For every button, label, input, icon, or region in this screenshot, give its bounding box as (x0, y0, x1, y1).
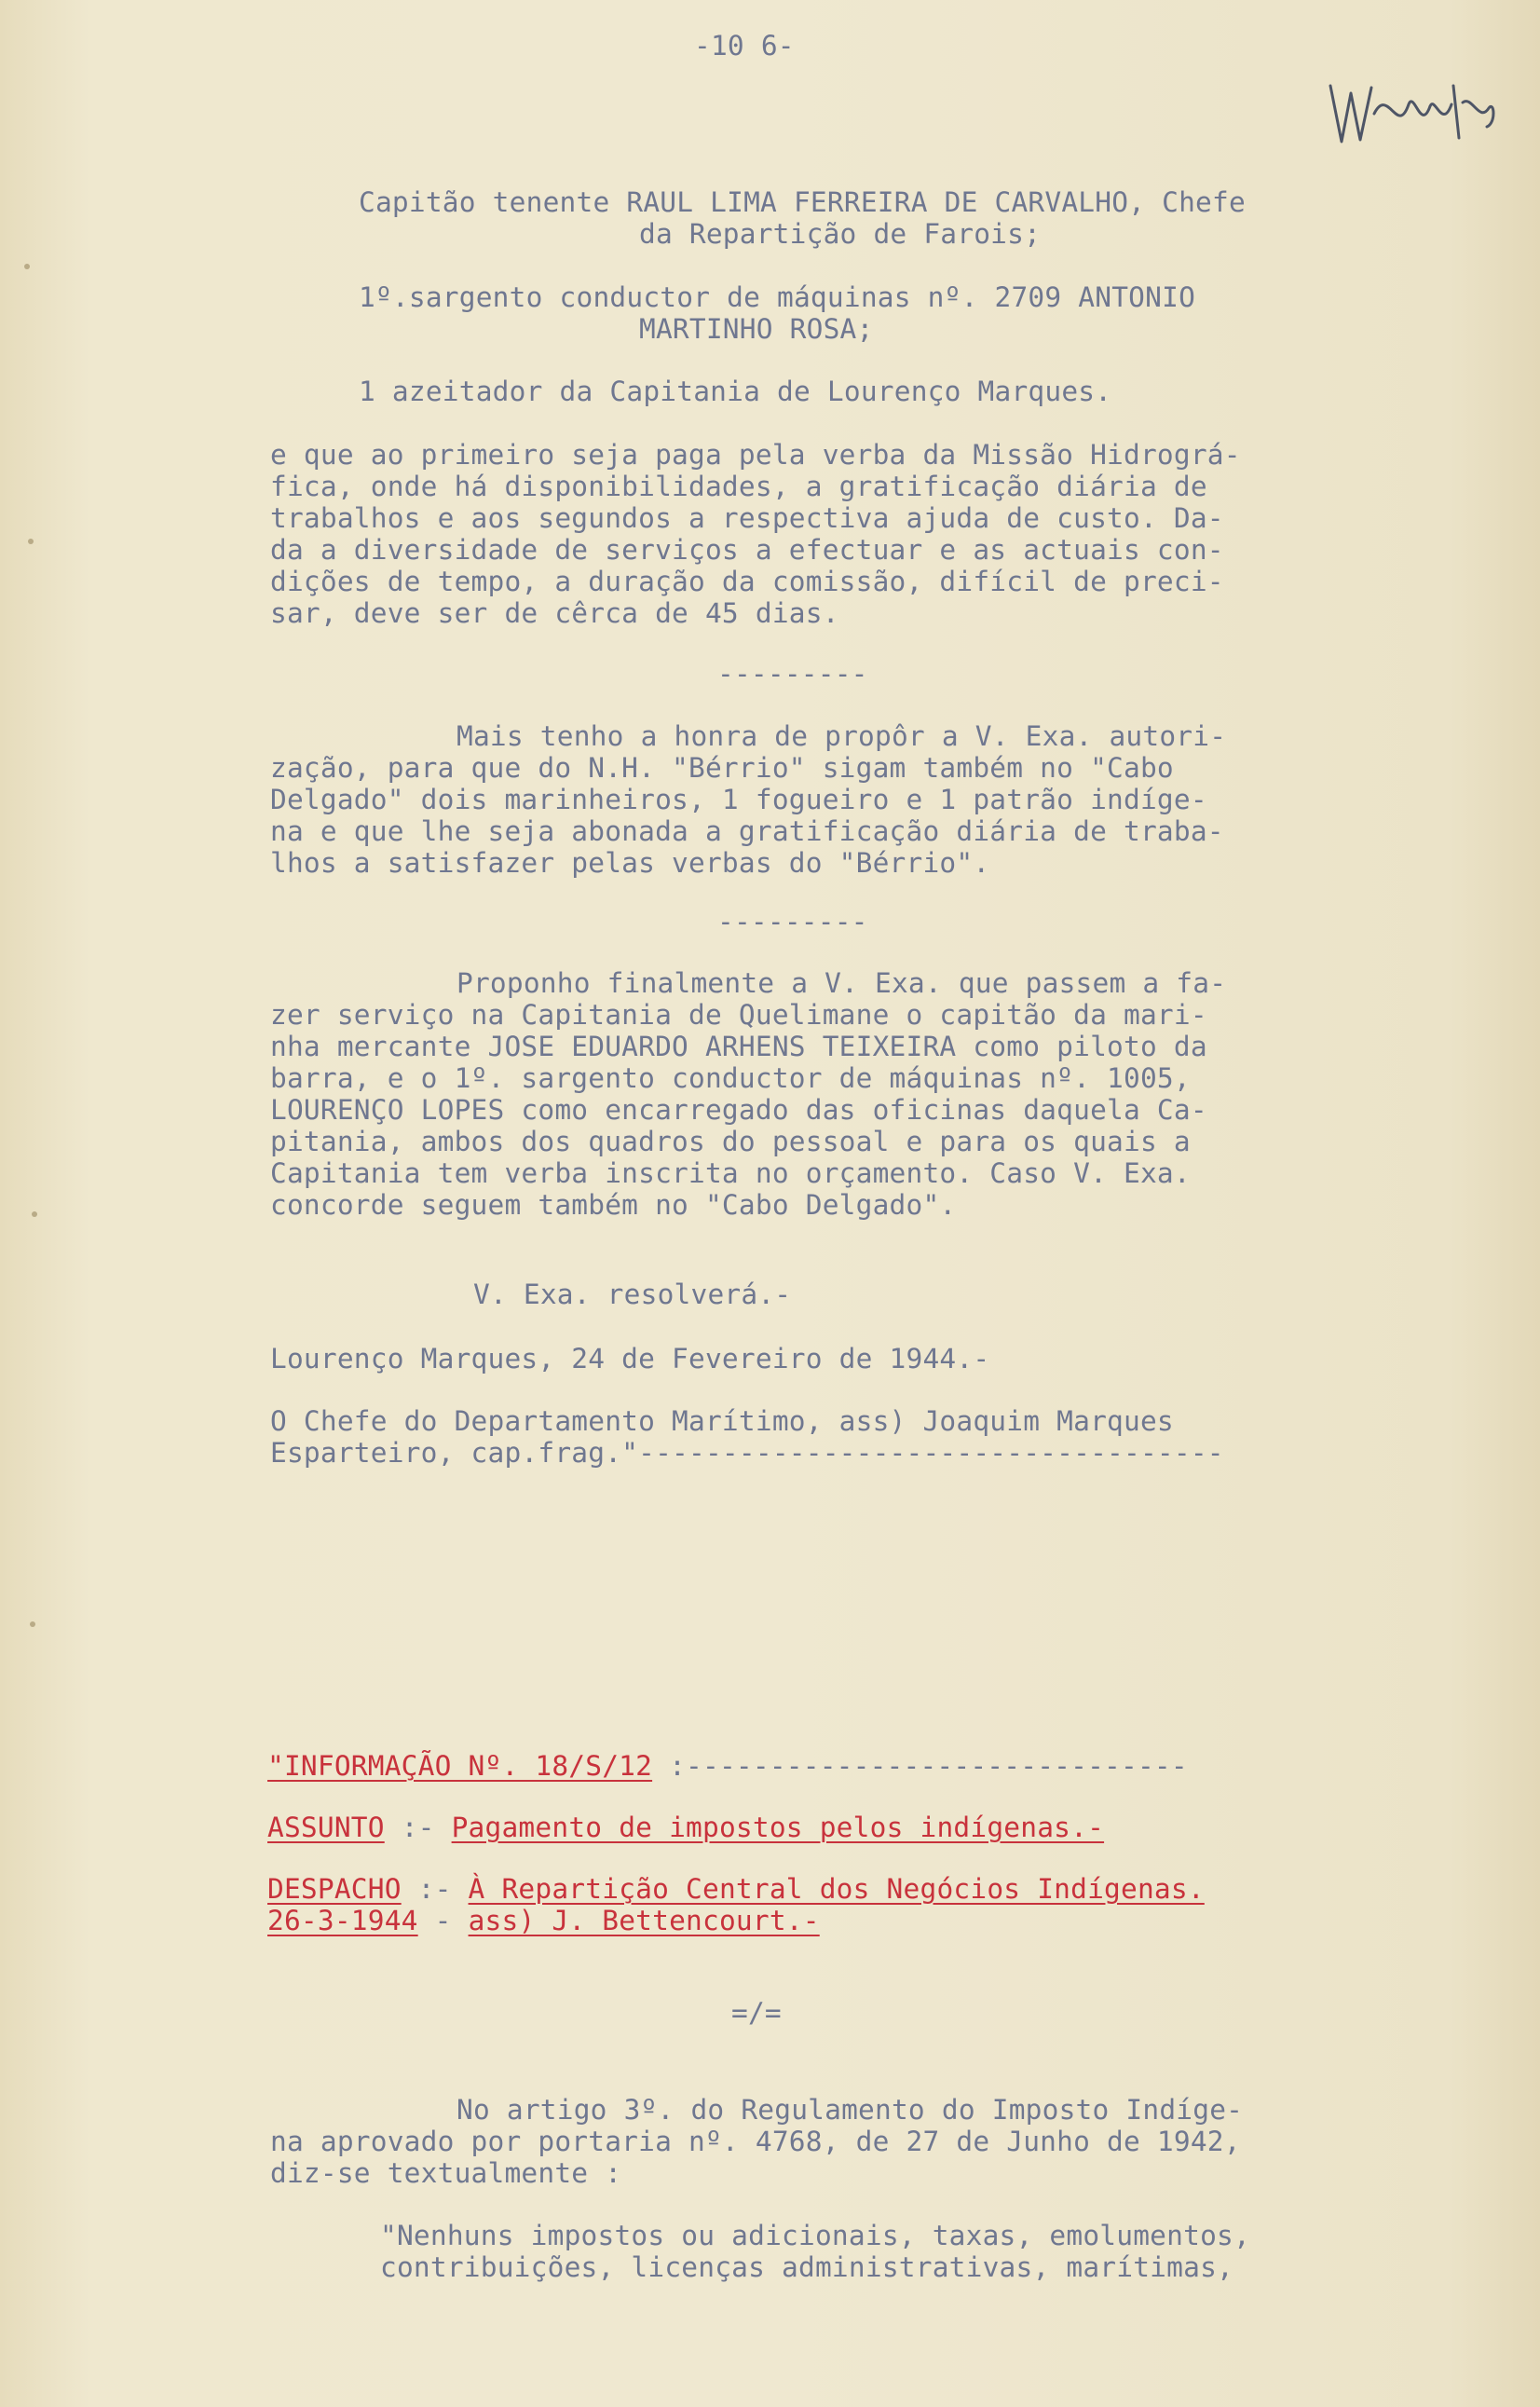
closing-line: V. Exa. resolverá.- (473, 1279, 792, 1310)
subject-line (267, 1812, 1104, 1843)
handwritten-signature (1323, 48, 1500, 151)
dispatch-line (267, 1873, 1205, 1905)
appointment-line: 1 azeitador da Capitania de Lourenço Marques. (359, 376, 1112, 407)
paragraph-line: concorde seguem também no "Cabo Delgado". (270, 1189, 957, 1221)
paragraph-line: diz-se textualmente : (270, 2157, 622, 2189)
paragraph-line: sar, deve ser de cêrca de 45 dias. (270, 597, 839, 629)
appointment-line: Capitão tenente RAUL LIMA FERREIRA DE CARVALHO, Chefe (359, 186, 1246, 218)
signoff-line: O Chefe do Departamento Marítimo, ass) Joaquim Marques (270, 1405, 1174, 1437)
place-date: Lourenço Marques, 24 de Fevereiro de 1944.- (270, 1343, 990, 1374)
punch-mark (30, 1621, 35, 1627)
paragraph-line: pitania, ambos dos quadros do pessoal e para os quais a (270, 1126, 1191, 1157)
appointment-line: MARTINHO ROSA; (639, 313, 874, 345)
paragraph-line: Proponho finalmente a V. Exa. que passem a fa- (457, 967, 1227, 999)
information-number: "INFORMAÇÃO Nº. 18/S/12 (267, 1750, 653, 1782)
information-heading (267, 1750, 1188, 1782)
paragraph-line: e que ao primeiro seja paga pela verba da Missão Hidrográ- (270, 439, 1241, 471)
section-separator: --------- (717, 906, 868, 937)
dispatch-text: À Repartição Central dos Negócios Indígenas. (468, 1873, 1205, 1905)
quote-line: "Nenhuns impostos ou adicionais, taxas, emolumentos, (380, 2220, 1250, 2251)
punch-mark (32, 1211, 37, 1217)
subject-label: ASSUNTO (267, 1812, 385, 1843)
dispatch-signature: ass) J. Bettencourt.- (468, 1905, 820, 1936)
section-separator: --------- (717, 658, 868, 690)
quote-line: contribuições, licenças administrativas, marítimas, (380, 2251, 1233, 2283)
paragraph-line: dições de tempo, a duração da comissão, difícil de preci- (270, 566, 1224, 597)
appointment-line: da Repartição de Farois; (639, 218, 1042, 250)
dispatch-date: 26-3-1944 (267, 1905, 418, 1936)
information-dashes: :------------------------------ (669, 1750, 1188, 1782)
paragraph-line: trabalhos e aos segundos a respectiva ajuda de custo. Da- (270, 502, 1224, 534)
divider-mark: =/= (731, 1997, 782, 2029)
dispatch-date-line (267, 1905, 820, 1936)
dispatch-dash: - (434, 1905, 452, 1936)
paragraph-line: nha mercante JOSE EDUARDO ARHENS TEIXEIRA como piloto da (270, 1031, 1207, 1062)
paragraph-line: Delgado" dois marinheiros, 1 fogueiro e 1 patrão indíge- (270, 784, 1207, 815)
punch-mark (24, 264, 30, 269)
paragraph-line: No artigo 3º. do Regulamento do Imposto Indíge- (457, 2094, 1244, 2126)
paragraph-line: barra, e o 1º. sargento conductor de máquinas nº. 1005, (270, 1062, 1191, 1094)
paragraph-line: da a diversidade de serviços a efectuar e as actuais con- (270, 534, 1224, 566)
paragraph-line: Capitania tem verba inscrita no orçamento. Caso V. Exa. (270, 1157, 1191, 1189)
signoff-line: Esparteiro, cap.frag."----------------------------------- (270, 1437, 1224, 1469)
paragraph-line: LOURENÇO LOPES como encarregado das oficinas daquela Ca- (270, 1094, 1207, 1126)
paragraph-line: na e que lhe seja abonada a gratificação diária de traba- (270, 815, 1224, 847)
subject-text: Pagamento de impostos pelos indígenas.- (451, 1812, 1105, 1843)
paragraph-line: na aprovado por portaria nº. 4768, de 27 de Junho de 1942, (270, 2126, 1241, 2157)
dispatch-label: DESPACHO (267, 1873, 402, 1905)
appointment-line: 1º.sargento conductor de máquinas nº. 2709 ANTONIO (359, 281, 1196, 313)
paragraph-line: zação, para que do N.H. "Bérrio" sigam também no "Cabo (270, 752, 1174, 784)
dispatch-separator: :- (417, 1873, 452, 1905)
paragraph-line: lhos a satisfazer pelas verbas do "Bérrio". (270, 847, 990, 879)
paragraph-line: fica, onde há disponibilidades, a gratificação diária de (270, 471, 1207, 502)
page-number: -10 6- (694, 30, 795, 62)
subject-separator: :- (401, 1812, 435, 1843)
paragraph-line: zer serviço na Capitania de Quelimane o capitão da mari- (270, 999, 1207, 1031)
paragraph-line: Mais tenho a honra de propôr a V. Exa. autori- (457, 720, 1227, 752)
punch-mark (28, 539, 34, 544)
